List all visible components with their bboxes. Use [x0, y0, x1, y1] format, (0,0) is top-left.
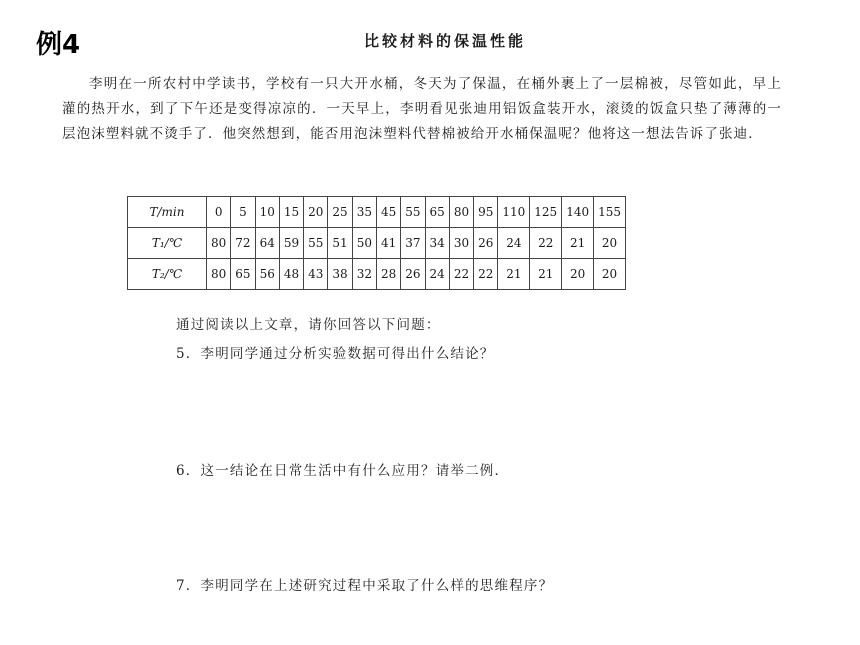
questions-intro: 通过阅读以上文章，请你回答以下问题：	[176, 317, 441, 333]
table-row	[128, 228, 626, 259]
row-header: T₁/℃	[128, 228, 207, 259]
temperature-data-table	[127, 196, 626, 290]
table-cell: 30	[449, 228, 473, 259]
table-cell: 26	[401, 259, 425, 290]
document-title: 比较材料的保温性能	[363, 32, 526, 50]
table-cell: 35	[352, 197, 376, 228]
table-cell: 80	[207, 228, 231, 259]
table-cell: 48	[279, 259, 303, 290]
table-cell: 110	[498, 197, 530, 228]
table-cell: 43	[304, 259, 328, 290]
table-cell: 41	[376, 228, 400, 259]
table-cell: 5	[231, 197, 255, 228]
table-cell: 21	[530, 259, 562, 290]
row-header: T/min	[128, 197, 207, 228]
table-cell: 21	[562, 228, 594, 259]
table-cell: 38	[328, 259, 352, 290]
table-cell: 25	[328, 197, 352, 228]
table-cell: 56	[255, 259, 279, 290]
question-7: 7．李明同学在上述研究过程中采取了什么样的思维程序？	[176, 578, 554, 594]
table-cell: 37	[401, 228, 425, 259]
table-cell: 22	[530, 228, 562, 259]
table-cell: 15	[279, 197, 303, 228]
table-row	[128, 197, 626, 228]
table-cell: 140	[562, 197, 594, 228]
table-cell: 24	[498, 228, 530, 259]
table-cell: 20	[594, 259, 626, 290]
table-cell: 22	[449, 259, 473, 290]
table-cell: 26	[474, 228, 498, 259]
table-cell: 10	[255, 197, 279, 228]
table-cell: 59	[279, 228, 303, 259]
table-cell: 20	[562, 259, 594, 290]
table-cell: 155	[594, 197, 626, 228]
table-cell: 20	[594, 228, 626, 259]
example-label: 例4	[36, 30, 81, 60]
table-cell: 0	[207, 197, 231, 228]
table-cell: 80	[207, 259, 231, 290]
table-cell: 45	[376, 197, 400, 228]
table-cell: 64	[255, 228, 279, 259]
table-cell: 80	[449, 197, 473, 228]
table-cell: 20	[304, 197, 328, 228]
table-cell: 24	[425, 259, 449, 290]
table-cell: 51	[328, 228, 352, 259]
table-cell: 34	[425, 228, 449, 259]
table-cell: 125	[530, 197, 562, 228]
table-cell: 65	[425, 197, 449, 228]
table-cell: 22	[474, 259, 498, 290]
table-cell: 28	[376, 259, 400, 290]
table-row	[128, 259, 626, 290]
row-header: T₂/℃	[128, 259, 207, 290]
passage-text: 李明在一所农村中学读书，学校有一只大开水桶，冬天为了保温，在桶外裹上了一层棉被，尽管如此，早上灌的热开水，到了下午还是变得凉凉的．一天早上，李明看见张迪用铝饭盒装开水，滚烫的饭盒只垫了薄薄的一层泡沫塑料就不烫手了．他突然想到，能否用泡沫塑料代替棉被给开水桶保温呢？他将这一想法告诉了张迪．	[62, 76, 782, 142]
table-cell: 55	[401, 197, 425, 228]
table-cell: 72	[231, 228, 255, 259]
table-cell: 95	[474, 197, 498, 228]
question-5: 5．李明同学通过分析实验数据可得出什么结论？	[176, 346, 495, 362]
table-cell: 65	[231, 259, 255, 290]
table-cell: 32	[352, 259, 376, 290]
table-cell: 21	[498, 259, 530, 290]
table-cell: 55	[304, 228, 328, 259]
table-cell: 50	[352, 228, 376, 259]
question-6: 6．这一结论在日常生活中有什么应用？请举二例．	[176, 463, 510, 479]
